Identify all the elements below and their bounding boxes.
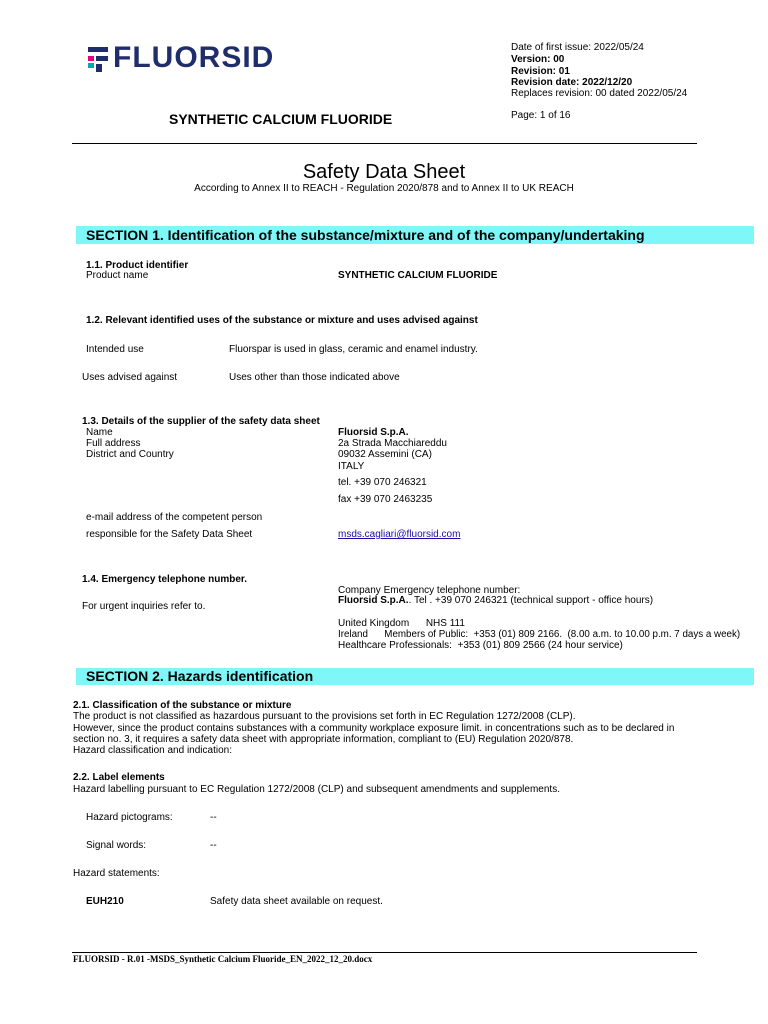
- section-2-1-title: 2.1. Classification of the substance or mixture: [73, 700, 292, 711]
- supplier-name-label: Name: [86, 427, 113, 438]
- urgent-inquiries-label: For urgent inquiries refer to.: [82, 601, 206, 612]
- supplier-name-value: Fluorsid S.p.A.: [338, 427, 409, 438]
- district-value: 09032 Assemini (CA): [338, 449, 432, 460]
- product-title: SYNTHETIC CALCIUM FLUORIDE: [169, 111, 393, 127]
- logo-wordmark: FLUORSID: [113, 41, 275, 74]
- footer-divider: [72, 952, 697, 953]
- header-divider: [72, 143, 697, 144]
- section-2-header: [76, 668, 754, 685]
- company-emergency-phone: [338, 595, 653, 607]
- section-2-1-paragraph-1: The product is not classified as hazardous pursuant to the provisions set forth in EC Regulation 1272/2008 (CLP).: [73, 711, 576, 722]
- company-emergency-label: Company Emergency telephone number:: [338, 585, 521, 596]
- section-2-1-paragraph-4: Hazard classification and indication:: [73, 745, 232, 756]
- fluorsid-logo-icon: [86, 44, 110, 74]
- euh210-text: Safety data sheet available on request.: [210, 896, 383, 907]
- section-2-1-paragraph-2: However, since the product contains substances with a community workplace exposure limit. in concentrations such as to be declared in: [73, 723, 675, 734]
- hazard-pictograms-value: --: [210, 812, 217, 823]
- ireland-emergency-line: Ireland Members of Public: +353 (01) 809 2166. (8.00 a.m. to 10.00 p.m. 7 days a week): [338, 629, 741, 640]
- product-name-value: SYNTHETIC CALCIUM FLUORIDE: [338, 270, 498, 281]
- district-label: District and Country: [86, 449, 174, 460]
- section-1-header: [76, 226, 754, 244]
- email-label-line-2: responsible for the Safety Data Sheet: [86, 529, 253, 540]
- section-1-3-title: 1.3. Details of the supplier of the safety data sheet: [82, 416, 320, 427]
- version: Version: 00: [511, 54, 565, 65]
- revision: Revision: 01: [511, 66, 570, 77]
- healthcare-emergency-line: Healthcare Professionals: +353 (01) 809 2566 (24 hour service): [338, 640, 623, 651]
- hazard-pictograms-label: Hazard pictograms:: [86, 812, 173, 823]
- fax: fax +39 070 2463235: [338, 494, 433, 505]
- section-2-2-paragraph: Hazard labelling pursuant to EC Regulation 1272/2008 (CLP) and subsequent amendments and supplements.: [73, 784, 560, 795]
- address-value: 2a Strada Macchiareddu: [338, 438, 447, 449]
- document-subtitle: According to Annex II to REACH - Regulation 2020/878 and to Annex II to UK REACH: [194, 183, 574, 194]
- first-issue-date: Date of first issue: 2022/05/24: [511, 42, 644, 53]
- document-title: Safety Data Sheet: [302, 161, 466, 183]
- intended-use-value: Fluorspar is used in glass, ceramic and enamel industry.: [229, 344, 478, 355]
- signal-words-value: --: [210, 840, 217, 851]
- page-number: Page: 1 of 16: [511, 110, 571, 121]
- section-2-2-title: 2.2. Label elements: [73, 772, 165, 783]
- hazard-statements-label: Hazard statements:: [73, 868, 160, 879]
- uk-emergency-line: United Kingdom NHS 111: [338, 618, 465, 629]
- country-value: ITALY: [338, 461, 365, 472]
- revision-date: Revision date: 2022/12/20: [511, 77, 633, 88]
- signal-words-label: Signal words:: [86, 840, 147, 851]
- uses-advised-against-label: Uses advised against: [82, 372, 178, 383]
- section-1-4-title: 1.4. Emergency telephone number.: [82, 574, 248, 585]
- section-1-2-title: 1.2. Relevant identified uses of the substance or mixture and uses advised against: [86, 315, 478, 326]
- replaces-revision: Replaces revision: 00 dated 2022/05/24: [511, 88, 688, 99]
- footer-filename: FLUORSID - R.01 -MSDS_Synthetic Calcium Fluoride_EN_2022_12_20.docx: [73, 954, 373, 964]
- email-label-line-1: e-mail address of the competent person: [86, 512, 263, 523]
- euh210-code: EUH210: [86, 896, 124, 907]
- company-emergency-number: . Tel . +39 070 246321 (technical support - office hours): [408, 595, 654, 606]
- section-1-1-title: 1.1. Product identifier: [86, 260, 189, 271]
- telephone: tel. +39 070 246321: [338, 477, 427, 488]
- uses-advised-against-value: Uses other than those indicated above: [229, 372, 400, 383]
- section-2-title: SECTION 2. Hazards identification: [86, 668, 314, 684]
- company-emergency-name: Fluorsid S.p.A.: [338, 595, 409, 606]
- product-name-label: Product name: [86, 270, 149, 281]
- section-2-1-paragraph-3: section no. 3, it requires a safety data sheet with appropriate information, compliant to (EU) Regulation 2020/878.: [73, 734, 574, 745]
- section-1-title: SECTION 1. Identification of the substance/mixture and of the company/undertaking: [86, 227, 645, 243]
- competent-person-email-link[interactable]: msds.cagliari@fluorsid.com: [338, 529, 461, 540]
- intended-use-label: Intended use: [86, 344, 144, 355]
- address-label: Full address: [86, 438, 141, 449]
